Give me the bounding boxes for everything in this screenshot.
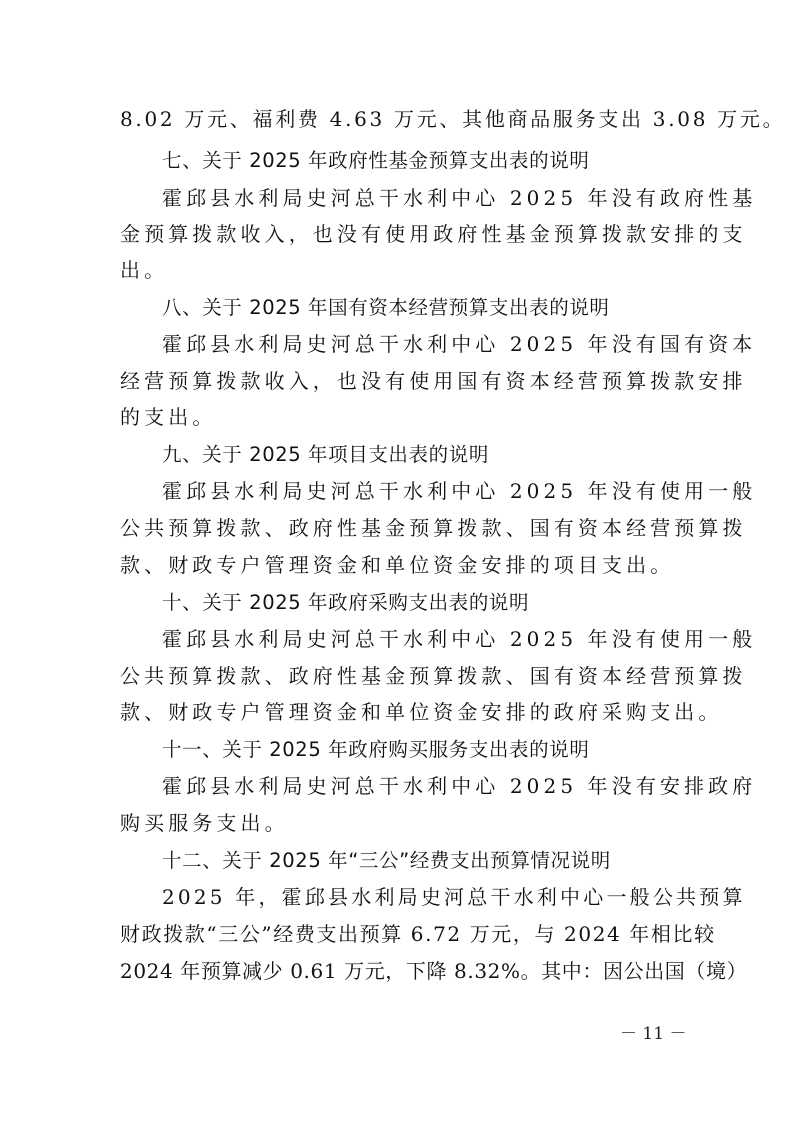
body-line: 的支出。 bbox=[120, 405, 217, 429]
section-heading: 十二、关于 2025 年“三公”经费支出预算情况说明 bbox=[162, 849, 611, 872]
section-heading: 八、关于 2025 年国有资本经营预算支出表的说明 bbox=[162, 296, 610, 319]
body-line: 公共预算拨款、政府性基金预算拨款、国有资本经营预算拨 bbox=[120, 516, 747, 540]
body-line: 霍邱县水利局史河总干水利中心 2025 年没有使用一般 bbox=[162, 627, 757, 651]
body-line: 霍邱县水利局史河总干水利中心 2025 年没有国有资本 bbox=[162, 332, 757, 356]
body-line: 购买服务支出。 bbox=[120, 811, 289, 835]
body-line: 霍邱县水利局史河总干水利中心 2025 年没有安排政府 bbox=[162, 774, 757, 798]
body-line: 8.02 万元、福利费 4.63 万元、其他商品服务支出 3.08 万元。 bbox=[120, 107, 786, 131]
body-line: 出。 bbox=[120, 258, 169, 282]
section-heading: 十一、关于 2025 年政府购买服务支出表的说明 bbox=[162, 738, 590, 761]
body-line: 2025 年，霍邱县水利局史河总干水利中心一般公共预算 bbox=[162, 885, 746, 909]
body-line: 2024 年预算减少 0.61 万元，下降 8.32%。其中：因公出国（境） bbox=[120, 959, 748, 983]
body-line: 公共预算拨款、政府性基金预算拨款、国有资本经营预算拨 bbox=[120, 664, 747, 688]
body-line: 款、财政专户管理资金和单位资金安排的项目支出。 bbox=[120, 553, 675, 577]
body-line: 霍邱县水利局史河总干水利中心 2025 年没有政府性基 bbox=[162, 186, 757, 210]
body-line: 款、财政专户管理资金和单位资金安排的政府采购支出。 bbox=[120, 700, 723, 724]
page-number: － 11 － bbox=[620, 1024, 687, 1044]
section-heading: 十、关于 2025 年政府采购支出表的说明 bbox=[162, 591, 530, 614]
body-line: 霍邱县水利局史河总干水利中心 2025 年没有使用一般 bbox=[162, 479, 757, 503]
section-heading: 七、关于 2025 年政府性基金预算支出表的说明 bbox=[162, 149, 590, 172]
body-line: 经营预算拨款收入，也没有使用国有资本经营预算拨款安排 bbox=[120, 369, 747, 393]
body-line: 金预算拨款收入，也没有使用政府性基金预算拨款安排的支 bbox=[120, 222, 747, 246]
body-line: 财政拨款“三公”经费支出预算 6.72 万元，与 2024 年相比较 bbox=[120, 922, 716, 946]
section-heading: 九、关于 2025 年项目支出表的说明 bbox=[162, 443, 489, 466]
